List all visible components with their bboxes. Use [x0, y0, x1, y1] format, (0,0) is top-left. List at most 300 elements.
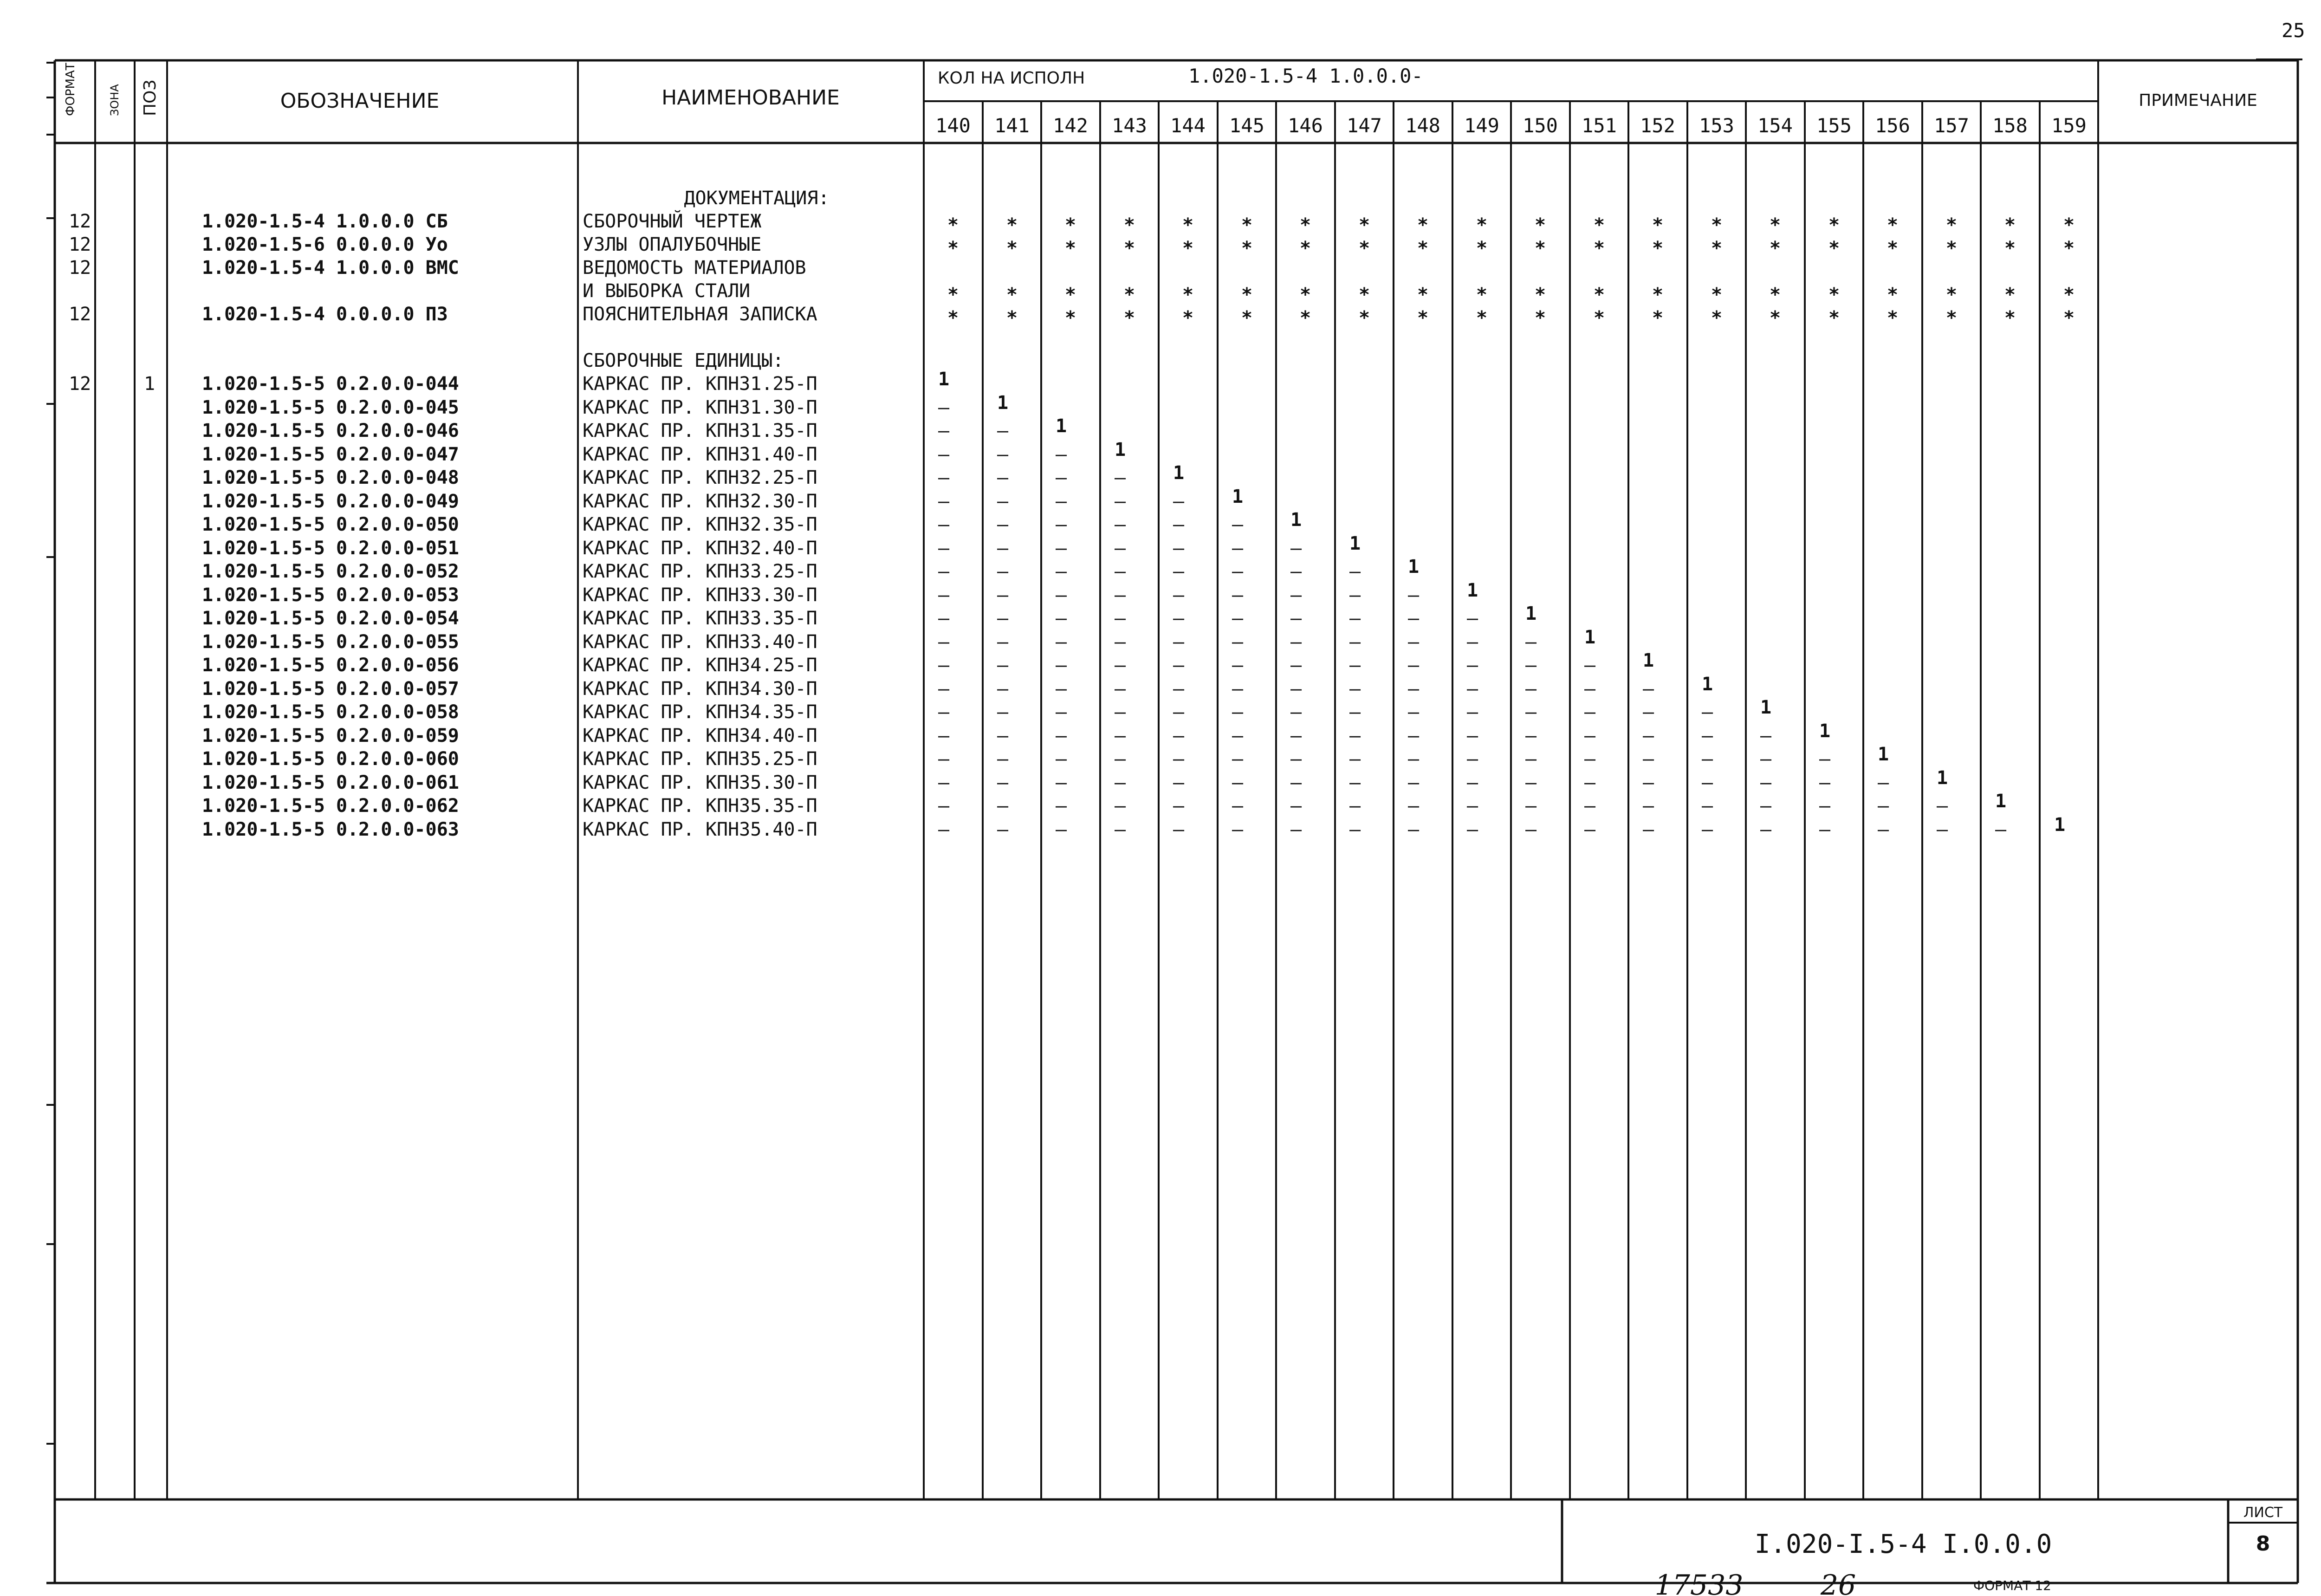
name-cell: КАРКАС ПР. КПН32.40-П	[583, 538, 817, 559]
designation-cell: 1.020-1.5-5 0.2.0.0-046	[202, 420, 459, 441]
designation-cell: 1.020-1.5-5 0.2.0.0-060	[202, 748, 459, 770]
qty-one: 1	[2054, 814, 2066, 836]
qty-dash: –	[1114, 748, 1126, 770]
name-cell: КАРКАС ПР. КПН34.40-П	[583, 725, 817, 746]
include-mark: *	[1711, 238, 1723, 259]
qty-dash: –	[1466, 608, 1478, 629]
section-title-documentation: ДОКУМЕНТАЦИЯ:	[684, 188, 830, 209]
include-mark: *	[2063, 238, 2075, 259]
qty-dash: –	[1290, 701, 1302, 723]
qty-dash: –	[1232, 748, 1244, 770]
include-mark: *	[2063, 214, 2075, 236]
qty-dash: –	[1114, 701, 1126, 723]
qty-dash: –	[1525, 725, 1537, 746]
variant-number: 141	[994, 114, 1030, 137]
designation-cell: 1.020-1.5-5 0.2.0.0-047	[202, 444, 459, 465]
include-mark: *	[1299, 214, 1311, 236]
qty-dash: –	[1173, 561, 1185, 582]
name-cell: КАРКАС ПР. КПН33.40-П	[583, 631, 817, 653]
include-mark: *	[1358, 307, 1370, 329]
qty-dash: –	[938, 397, 950, 418]
qty-dash: –	[1642, 725, 1654, 746]
handwritten-number: 17533	[1654, 1569, 1744, 1596]
designation-cell: 1.020-1.5-5 0.2.0.0-056	[202, 655, 459, 676]
qty-dash: –	[938, 420, 950, 441]
designation-cell: 1.020-1.5-4 1.0.0.0 СБ	[202, 211, 448, 232]
include-mark: *	[1006, 214, 1018, 236]
qty-dash: –	[1760, 795, 1772, 817]
qty-one: 1	[1349, 533, 1361, 554]
include-mark: *	[1945, 214, 1958, 236]
qty-dash: –	[1114, 725, 1126, 746]
variant-number: 140	[935, 114, 971, 137]
qty-dash: –	[1290, 819, 1302, 840]
qty-dash: –	[938, 514, 950, 535]
include-mark: *	[947, 307, 959, 329]
qty-dash: –	[1114, 678, 1126, 700]
qty-dash: –	[1760, 772, 1772, 793]
qty-one: 1	[1466, 580, 1478, 601]
include-mark: *	[1476, 307, 1488, 329]
include-mark: *	[1358, 214, 1370, 236]
qty-one: 1	[1290, 509, 1302, 531]
include-mark: *	[2004, 284, 2016, 305]
qty-dash: –	[1642, 772, 1654, 793]
qty-dash: –	[1701, 795, 1713, 817]
qty-dash: –	[938, 631, 950, 653]
include-mark: *	[1476, 238, 1488, 259]
qty-dash: –	[1936, 819, 1948, 840]
include-mark: *	[1887, 238, 1899, 259]
include-mark: *	[1828, 238, 1840, 259]
qty-dash: –	[1349, 631, 1361, 653]
qty-dash: –	[1055, 608, 1067, 629]
header-name: НАИМЕНОВАНИЕ	[661, 86, 840, 110]
variant-number: 145	[1229, 114, 1264, 137]
qty-dash: –	[1466, 819, 1478, 840]
qty-dash: –	[1525, 819, 1537, 840]
include-mark: *	[1769, 214, 1781, 236]
qty-dash: –	[1173, 701, 1185, 723]
qty-dash: –	[997, 491, 1009, 512]
qty-dash: –	[1055, 538, 1067, 559]
qty-dash: –	[1173, 772, 1185, 793]
variant-number: 150	[1523, 114, 1558, 137]
qty-dash: –	[997, 561, 1009, 582]
qty-dash: –	[997, 467, 1009, 488]
qty-dash: –	[1114, 608, 1126, 629]
include-mark: *	[2063, 307, 2075, 329]
designation-cell: 1.020-1.5-5 0.2.0.0-059	[202, 725, 459, 746]
handwritten-number: 26	[1820, 1569, 1856, 1596]
qty-dash: –	[1173, 491, 1185, 512]
qty-dash: –	[997, 701, 1009, 723]
designation-cell: 1.020-1.5-5 0.2.0.0-045	[202, 397, 459, 418]
include-mark: *	[1652, 307, 1664, 329]
qty-dash: –	[1584, 748, 1596, 770]
include-mark: *	[1593, 238, 1605, 259]
qty-dash: –	[997, 772, 1009, 793]
qty-dash: –	[1114, 491, 1126, 512]
include-mark: *	[1064, 307, 1076, 329]
designation-cell: 1.020-1.5-4 0.0.0.0 ПЗ	[202, 304, 448, 325]
qty-dash: –	[1173, 795, 1185, 817]
qty-dash: –	[1760, 819, 1772, 840]
qty-dash: –	[938, 748, 950, 770]
qty-dash: –	[1584, 701, 1596, 723]
qty-dash: –	[1232, 655, 1244, 676]
designation-cell: 1.020-1.5-5 0.2.0.0-048	[202, 467, 459, 488]
qty-dash: –	[1055, 467, 1067, 488]
qty-dash: –	[1584, 819, 1596, 840]
qty-dash: –	[997, 538, 1009, 559]
qty-dash: –	[1701, 701, 1713, 723]
qty-one: 1	[1525, 603, 1537, 624]
qty-one: 1	[1173, 462, 1185, 484]
qty-dash: –	[1349, 561, 1361, 582]
corner-mark: 25	[2282, 19, 2305, 42]
include-mark: *	[1534, 238, 1546, 259]
name-cell-continuation: И ВЫБОРКА СТАЛИ	[583, 280, 751, 302]
include-mark: *	[1006, 284, 1018, 305]
header-format: ФОРМАТ	[64, 63, 78, 116]
designation-cell: 1.020-1.5-5 0.2.0.0-054	[202, 608, 459, 629]
qty-dash: –	[1701, 819, 1713, 840]
include-mark: *	[947, 214, 959, 236]
sheet-number: 8	[2256, 1532, 2270, 1556]
variant-number: 151	[1582, 114, 1617, 137]
qty-dash: –	[1055, 631, 1067, 653]
qty-dash: –	[1936, 795, 1948, 817]
include-mark: *	[1358, 238, 1370, 259]
include-mark: *	[1182, 307, 1194, 329]
qty-dash: –	[938, 772, 950, 793]
include-mark: *	[1006, 307, 1018, 329]
designation-cell: 1.020-1.5-5 0.2.0.0-062	[202, 795, 459, 817]
qty-dash: –	[1642, 701, 1654, 723]
qty-dash: –	[1407, 819, 1420, 840]
qty-dash: –	[1466, 631, 1478, 653]
designation-cell: 1.020-1.5-5 0.2.0.0-061	[202, 772, 459, 793]
variant-number: 156	[1875, 114, 1910, 137]
variant-number: 158	[1992, 114, 2028, 137]
name-cell: КАРКАС ПР. КПН31.30-П	[583, 397, 817, 418]
variant-number: 146	[1288, 114, 1323, 137]
include-mark: *	[1534, 284, 1546, 305]
qty-dash: –	[1760, 725, 1772, 746]
qty-dash: –	[1290, 584, 1302, 606]
qty-dash: –	[1232, 772, 1244, 793]
header-pos: ПОЗ	[141, 79, 160, 116]
name-cell: ПОЯСНИТЕЛЬНАЯ ЗАПИСКА	[583, 304, 817, 325]
qty-dash: –	[1114, 772, 1126, 793]
include-mark: *	[1123, 214, 1135, 236]
include-mark: *	[2063, 284, 2075, 305]
qty-dash: –	[1877, 819, 1889, 840]
name-cell: КАРКАС ПР. КПН32.25-П	[583, 467, 817, 488]
qty-dash: –	[938, 584, 950, 606]
qty-dash: –	[997, 514, 1009, 535]
name-cell: КАРКАС ПР. КПН35.30-П	[583, 772, 817, 793]
qty-dash: –	[1466, 795, 1478, 817]
qty-dash: –	[1584, 725, 1596, 746]
qty-dash: –	[1466, 678, 1478, 700]
qty-dash: –	[997, 655, 1009, 676]
variant-number: 153	[1699, 114, 1734, 137]
qty-dash: –	[1290, 608, 1302, 629]
qty-dash: –	[1055, 514, 1067, 535]
include-mark: *	[1241, 307, 1253, 329]
qty-dash: –	[1349, 584, 1361, 606]
include-mark: *	[1123, 238, 1135, 259]
qty-dash: –	[1173, 748, 1185, 770]
include-mark: *	[1241, 284, 1253, 305]
qty-dash: –	[1114, 538, 1126, 559]
qty-dash: –	[1407, 748, 1420, 770]
variant-number: 159	[2051, 114, 2087, 137]
qty-dash: –	[1407, 725, 1420, 746]
name-cell: УЗЛЫ ОПАЛУБОЧНЫЕ	[583, 234, 762, 255]
qty-dash: –	[938, 819, 950, 840]
designation-cell: 1.020-1.5-6 0.0.0.0 Уо	[202, 234, 448, 255]
qty-dash: –	[1232, 561, 1244, 582]
designation-cell: 1.020-1.5-5 0.2.0.0-050	[202, 514, 459, 535]
include-mark: *	[1417, 307, 1429, 329]
qty-dash: –	[1642, 678, 1654, 700]
qty-dash: –	[1349, 608, 1361, 629]
qty-dash: –	[1055, 678, 1067, 700]
include-mark: *	[1769, 238, 1781, 259]
qty-dash: –	[1290, 725, 1302, 746]
include-mark: *	[1534, 214, 1546, 236]
qty-dash: –	[1525, 772, 1537, 793]
qty-one: 1	[1114, 439, 1126, 461]
include-mark: *	[1417, 238, 1429, 259]
include-mark: *	[1593, 284, 1605, 305]
qty-dash: –	[1173, 608, 1185, 629]
designation-cell: 1.020-1.5-5 0.2.0.0-049	[202, 491, 459, 512]
qty-dash: –	[1819, 772, 1831, 793]
include-mark: *	[1769, 284, 1781, 305]
qty-dash: –	[1701, 748, 1713, 770]
include-mark: *	[2004, 214, 2016, 236]
include-mark: *	[1593, 214, 1605, 236]
qty-dash: –	[1701, 725, 1713, 746]
name-cell: КАРКАС ПР. КПН35.40-П	[583, 819, 817, 840]
qty-dash: –	[1407, 608, 1420, 629]
qty-dash: –	[1290, 655, 1302, 676]
qty-dash: –	[1760, 748, 1772, 770]
qty-dash: –	[1407, 631, 1420, 653]
qty-dash: –	[1232, 725, 1244, 746]
name-cell: КАРКАС ПР. КПН31.40-П	[583, 444, 817, 465]
include-mark: *	[1299, 238, 1311, 259]
qty-one: 1	[1760, 697, 1772, 718]
include-mark: *	[1887, 307, 1899, 329]
qty-dash: –	[938, 561, 950, 582]
include-mark: *	[1182, 214, 1194, 236]
designation-cell: 1.020-1.5-5 0.2.0.0-052	[202, 561, 459, 582]
document-code: I.020-I.5-4 I.0.0.0	[1754, 1529, 2052, 1559]
qty-dash: –	[1232, 795, 1244, 817]
qty-dash: –	[997, 584, 1009, 606]
designation-cell: 1.020-1.5-5 0.2.0.0-044	[202, 373, 459, 395]
include-mark: *	[1828, 214, 1840, 236]
variant-number: 155	[1816, 114, 1852, 137]
include-mark: *	[1417, 284, 1429, 305]
qty-dash: –	[997, 678, 1009, 700]
designation-cell: 1.020-1.5-5 0.2.0.0-057	[202, 678, 459, 700]
variant-number: 152	[1640, 114, 1675, 137]
qty-dash: –	[1290, 772, 1302, 793]
qty-dash: –	[1584, 795, 1596, 817]
qty-dash: –	[997, 631, 1009, 653]
qty-dash: –	[1114, 514, 1126, 535]
include-mark: *	[1299, 284, 1311, 305]
qty-dash: –	[1349, 678, 1361, 700]
qty-dash: –	[938, 655, 950, 676]
qty-dash: –	[1055, 444, 1067, 465]
qty-dash: –	[938, 491, 950, 512]
qty-dash: –	[1584, 655, 1596, 676]
include-mark: *	[2004, 307, 2016, 329]
designation-cell: 1.020-1.5-5 0.2.0.0-063	[202, 819, 459, 840]
include-mark: *	[1945, 238, 1958, 259]
qty-dash: –	[1466, 772, 1478, 793]
qty-dash: –	[1349, 795, 1361, 817]
qty-dash: –	[1525, 701, 1537, 723]
qty-dash: –	[938, 725, 950, 746]
include-mark: *	[1887, 284, 1899, 305]
include-mark: *	[1534, 307, 1546, 329]
variant-number: 147	[1347, 114, 1382, 137]
include-mark: *	[1064, 238, 1076, 259]
qty-dash: –	[938, 795, 950, 817]
format-cell: 12	[69, 304, 91, 325]
qty-dash: –	[1642, 795, 1654, 817]
qty-dash: –	[1525, 748, 1537, 770]
name-cell: КАРКАС ПР. КПН35.25-П	[583, 748, 817, 770]
include-mark: *	[1182, 238, 1194, 259]
qty-dash: –	[1466, 655, 1478, 676]
designation-cell: 1.020-1.5-5 0.2.0.0-055	[202, 631, 459, 653]
header-qty-label: КОЛ НА ИСПОЛН	[938, 69, 1085, 88]
qty-dash: –	[1232, 514, 1244, 535]
qty-dash: –	[1173, 819, 1185, 840]
qty-dash: –	[1055, 795, 1067, 817]
include-mark: *	[1769, 307, 1781, 329]
qty-dash: –	[1173, 631, 1185, 653]
include-mark: *	[1476, 284, 1488, 305]
qty-dash: –	[1232, 538, 1244, 559]
qty-dash: –	[1701, 772, 1713, 793]
qty-dash: –	[1232, 701, 1244, 723]
qty-dash: –	[1407, 584, 1420, 606]
variant-number: 149	[1464, 114, 1499, 137]
qty-dash: –	[1349, 748, 1361, 770]
qty-dash: –	[1114, 631, 1126, 653]
include-mark: *	[1711, 284, 1723, 305]
qty-dash: –	[1525, 795, 1537, 817]
designation-cell: 1.020-1.5-4 1.0.0.0 ВМС	[202, 257, 459, 279]
qty-dash: –	[1995, 819, 2007, 840]
qty-dash: –	[1407, 678, 1420, 700]
qty-dash: –	[938, 678, 950, 700]
qty-dash: –	[1877, 772, 1889, 793]
variant-number: 154	[1757, 114, 1793, 137]
include-mark: *	[1828, 307, 1840, 329]
include-mark: *	[1182, 284, 1194, 305]
variant-number: 142	[1053, 114, 1088, 137]
qty-dash: –	[1114, 655, 1126, 676]
qty-dash: –	[997, 819, 1009, 840]
qty-dash: –	[1407, 772, 1420, 793]
format-cell: 12	[69, 234, 91, 255]
name-cell: СБОРОЧНЫЙ ЧЕРТЕЖ	[583, 211, 762, 232]
include-mark: *	[1711, 307, 1723, 329]
footer-format: ФОРМАТ 12	[1973, 1578, 2051, 1593]
include-mark: *	[1887, 214, 1899, 236]
qty-dash: –	[1232, 608, 1244, 629]
name-cell: КАРКАС ПР. КПН33.35-П	[583, 608, 817, 629]
qty-dash: –	[938, 608, 950, 629]
qty-dash: –	[997, 795, 1009, 817]
qty-dash: –	[1055, 819, 1067, 840]
include-mark: *	[1711, 214, 1723, 236]
qty-one: 1	[997, 392, 1009, 414]
qty-dash: –	[1232, 631, 1244, 653]
include-mark: *	[1241, 238, 1253, 259]
include-mark: *	[1358, 284, 1370, 305]
qty-one: 1	[1407, 556, 1420, 577]
qty-dash: –	[1819, 819, 1831, 840]
qty-one: 1	[1584, 627, 1596, 648]
qty-dash: –	[1290, 631, 1302, 653]
qty-dash: –	[997, 748, 1009, 770]
qty-one: 1	[1877, 744, 1889, 765]
qty-dash: –	[1407, 655, 1420, 676]
variant-number: 143	[1112, 114, 1147, 137]
include-mark: *	[1064, 214, 1076, 236]
qty-dash: –	[938, 467, 950, 488]
qty-dash: –	[1525, 678, 1537, 700]
qty-dash: –	[1290, 795, 1302, 817]
qty-dash: –	[1232, 678, 1244, 700]
include-mark: *	[1241, 214, 1253, 236]
qty-dash: –	[1349, 655, 1361, 676]
designation-cell: 1.020-1.5-5 0.2.0.0-051	[202, 538, 459, 559]
qty-dash: –	[1877, 795, 1889, 817]
qty-dash: –	[1349, 725, 1361, 746]
format-cell: 12	[69, 257, 91, 279]
header-designation: ОБОЗНАЧЕНИЕ	[280, 89, 440, 113]
qty-dash: –	[1819, 748, 1831, 770]
name-cell: КАРКАС ПР. КПН34.25-П	[583, 655, 817, 676]
include-mark: *	[1123, 307, 1135, 329]
variant-number: 157	[1934, 114, 1969, 137]
header-qty-code: 1.020-1.5-4 1.0.0.0-	[1188, 65, 1423, 87]
qty-dash: –	[1466, 725, 1478, 746]
qty-dash: –	[1055, 772, 1067, 793]
include-mark: *	[947, 238, 959, 259]
name-cell: ВЕДОМОСТЬ МАТЕРИАЛОВ	[583, 257, 806, 279]
qty-one: 1	[1055, 415, 1067, 437]
include-mark: *	[1652, 214, 1664, 236]
qty-dash: –	[1349, 819, 1361, 840]
qty-dash: –	[1349, 701, 1361, 723]
include-mark: *	[1064, 284, 1076, 305]
include-mark: *	[1476, 214, 1488, 236]
